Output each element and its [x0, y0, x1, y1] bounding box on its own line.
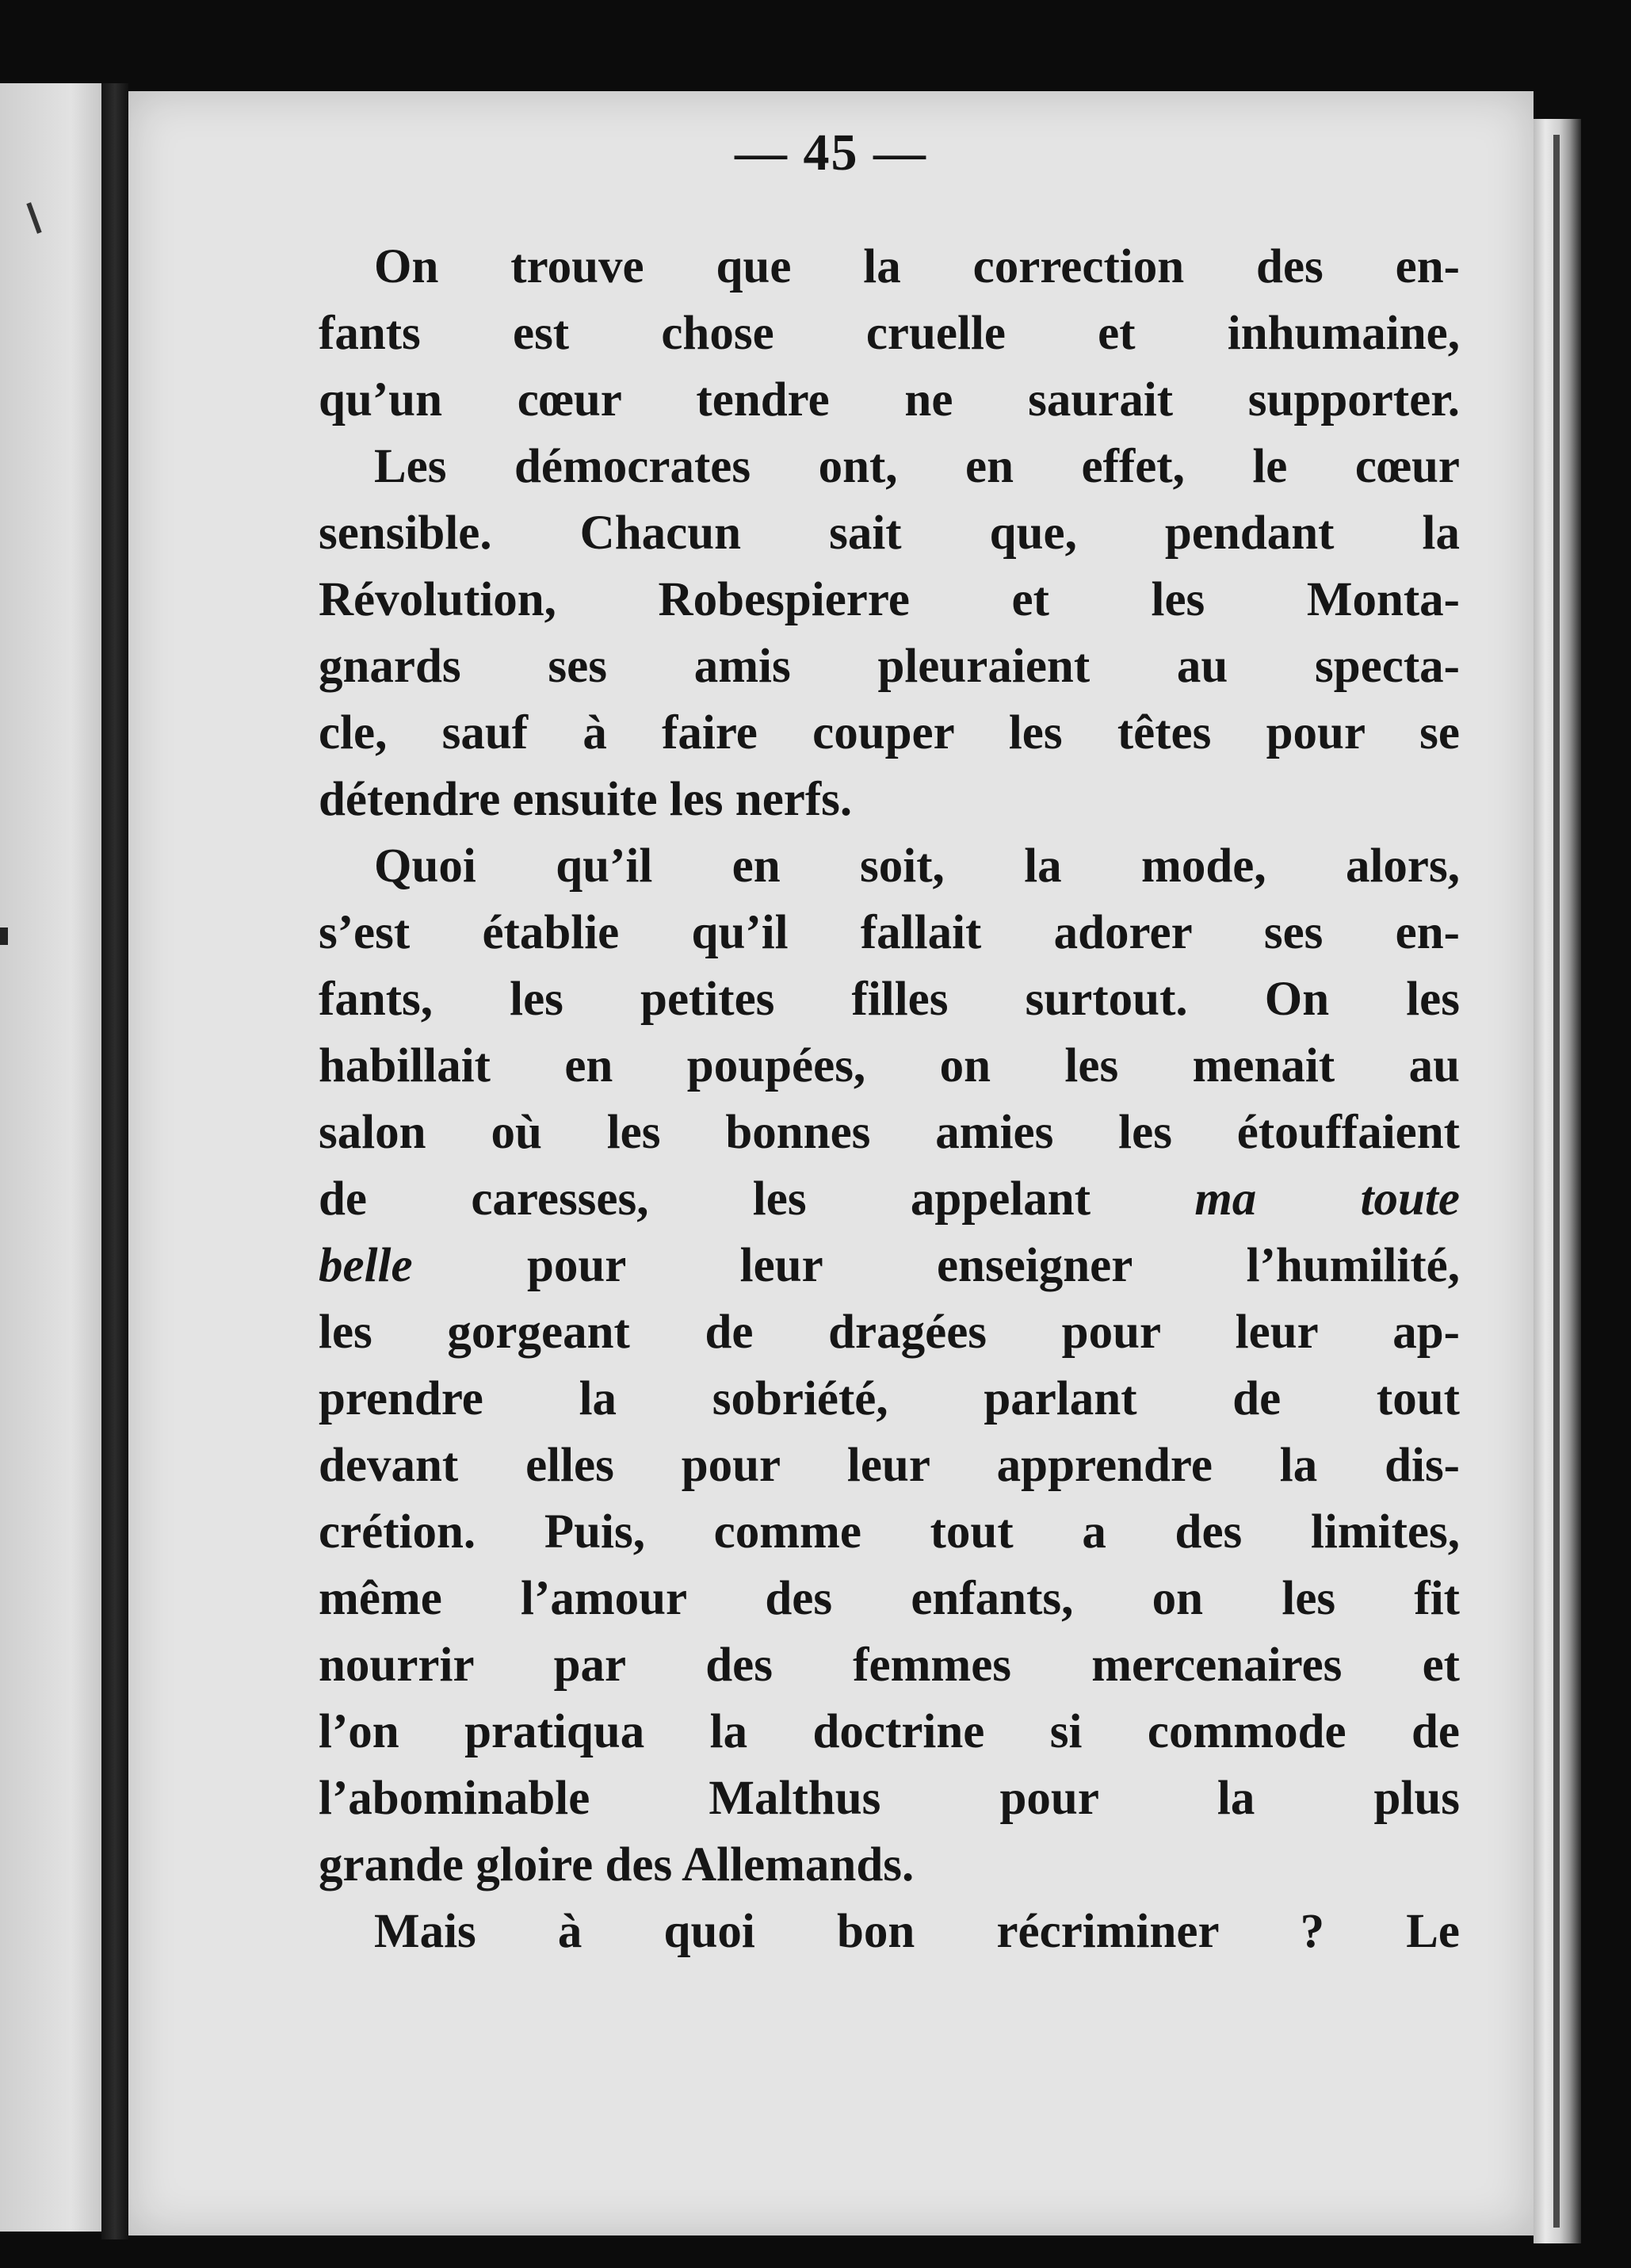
line-text: crétion. Puis, comme tout a des limites, [319, 1505, 1460, 1559]
line-text: Mais à quoi bon récriminer ? Le [374, 1905, 1460, 1958]
page-number: — 45 — [735, 124, 927, 182]
text-line [319, 700, 1460, 767]
line-text: Révolution, Robespierre et les Monta- [319, 573, 1460, 626]
text-line [319, 1033, 1460, 1100]
line-text: nourrir par des femmes mercenaires et [319, 1639, 1460, 1692]
line-text: s’est établie qu’il fallait adorer ses en- [319, 906, 1460, 959]
text-line [319, 234, 1460, 300]
line-text: grande gloire des Allemands. [319, 1838, 915, 1891]
italic-phrase: ma toute [1194, 1172, 1460, 1226]
line-text: l’abominable Malthus pour la plus [319, 1772, 1460, 1825]
left-page-fragment [0, 83, 106, 2232]
line-text: fants, les petites filles surtout. On les [319, 973, 1460, 1026]
line-text: Quoi qu’il en soit, la mode, alors, [374, 840, 1460, 893]
line-text: les gorgeant de dragées pour leur ap- [319, 1306, 1460, 1359]
line-text: habillait en poupées, on les menait au [319, 1039, 1460, 1092]
text-line [319, 434, 1460, 500]
line-text: pour leur enseigner l’humilité, [526, 1239, 1460, 1292]
text-line [319, 633, 1460, 700]
text-line [319, 1366, 1460, 1432]
text-line [319, 300, 1460, 367]
italic-phrase: belle [319, 1239, 413, 1292]
text-line [319, 500, 1460, 567]
line-text: gnards ses amis pleuraient au specta- [319, 640, 1460, 693]
text-line [319, 1432, 1460, 1499]
line-text: salon où les bonnes amies les étouffaient [319, 1106, 1460, 1159]
line-text: qu’un cœur tendre ne saurait supporter. [319, 373, 1460, 426]
left-page-mark [26, 202, 41, 234]
text-line [319, 1566, 1460, 1632]
line-text: l’on pratiqua la doctrine si commode de [319, 1705, 1460, 1758]
text-line [319, 1499, 1460, 1566]
text-line [319, 900, 1460, 966]
text-line [319, 1632, 1460, 1699]
line-text: prendre la sobriété, parlant de tout [319, 1372, 1460, 1425]
line-text: devant elles pour leur apprendre la dis- [319, 1439, 1460, 1492]
book-page [128, 91, 1534, 2235]
text-line [319, 367, 1460, 434]
text-line [319, 1699, 1460, 1765]
line-text: fants est chose cruelle et inhumaine, [319, 307, 1460, 360]
book-gutter [101, 83, 128, 2239]
text-line [319, 966, 1460, 1033]
line-text: cle, sauf à faire couper les têtes pour se [319, 706, 1460, 759]
left-page-dot [0, 927, 8, 945]
line-text: sensible. Chacun sait que, pendant la [319, 507, 1460, 560]
text-line [319, 1299, 1460, 1366]
text-line [319, 1832, 1460, 1899]
line-text: Les démocrates ont, en effet, le cœur [374, 440, 1460, 493]
line-text: On trouve que la correction des en- [374, 240, 1460, 293]
text-line [319, 767, 1460, 833]
text-line [319, 1899, 1460, 1965]
line-text: de caresses, les appelant [319, 1172, 1091, 1226]
text-line [319, 567, 1460, 633]
line-text: même l’amour des enfants, on les fit [319, 1572, 1460, 1625]
text-line [319, 1166, 1460, 1233]
text-line [319, 1765, 1460, 1832]
text-line [319, 1233, 1460, 1299]
text-line [319, 833, 1460, 900]
page-body-text [319, 234, 1460, 1965]
text-line [319, 1100, 1460, 1166]
line-text: détendre ensuite les nerfs. [319, 773, 853, 826]
page-edge-line [1553, 135, 1560, 2228]
